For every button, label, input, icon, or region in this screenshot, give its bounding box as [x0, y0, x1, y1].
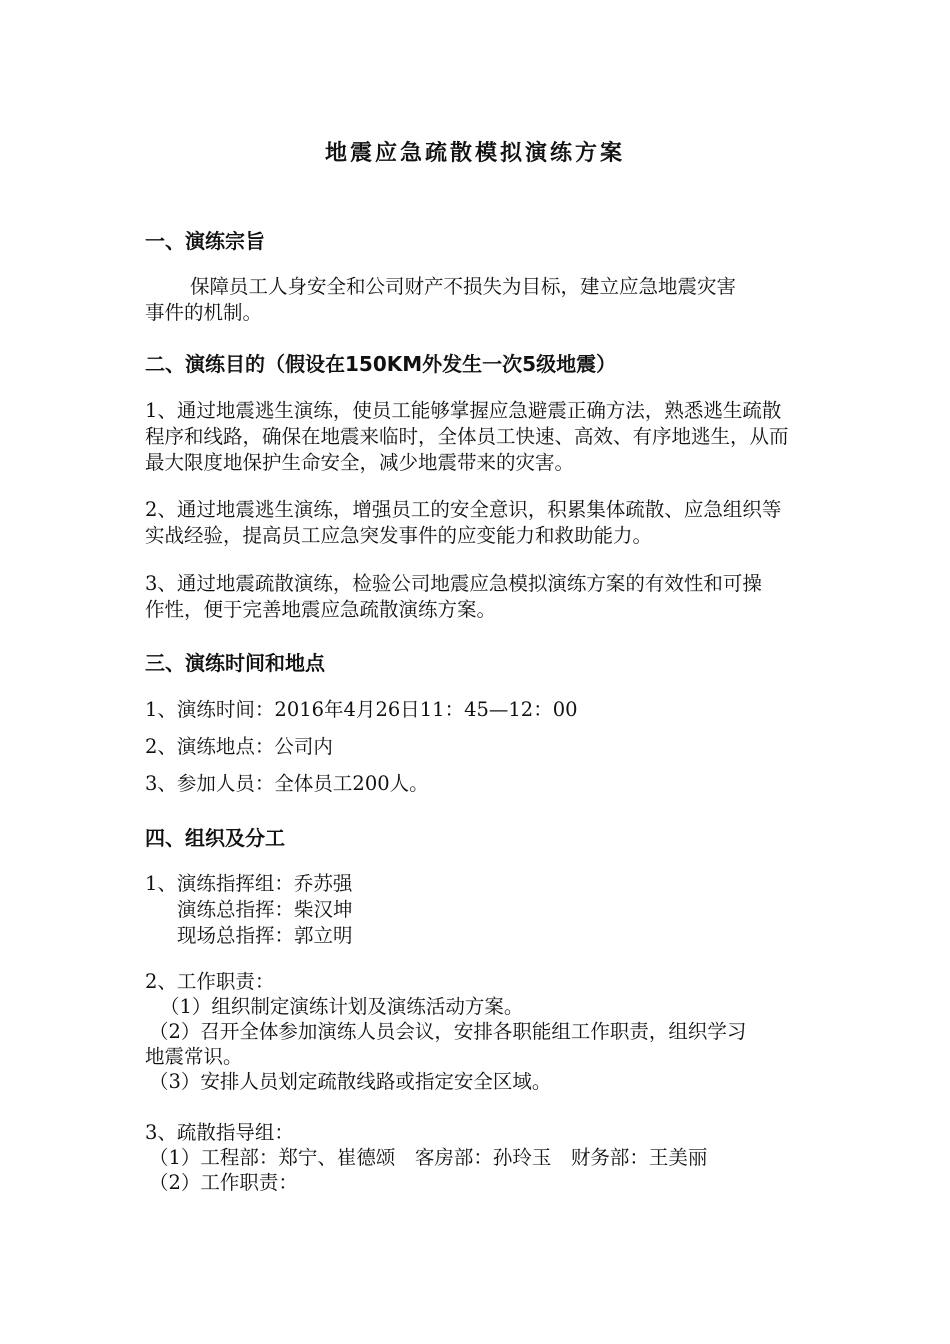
- section-heading-organization: 四、组织及分工: [145, 826, 285, 850]
- section-heading-time-place: 三、演练时间和地点: [145, 651, 325, 675]
- list-item: （2）工作职责：: [149, 1171, 298, 1194]
- paragraph-line: 2、通过地震逃生演练，增强员工的安全意识，积累集体疏散、应急组织等: [145, 498, 782, 521]
- list-item: 地震常识。: [145, 1045, 243, 1068]
- paragraph-line: 1、通过地震逃生演练，使员工能够掌握应急避震正确方法，熟悉逃生疏散: [145, 399, 782, 422]
- list-item: 3、疏散指导组：: [145, 1121, 294, 1144]
- list-item: （2）召开全体参加演练人员会议，安排各职能组工作职责，组织学习: [149, 1020, 747, 1043]
- list-item: 现场总指挥：郭立明: [177, 924, 353, 947]
- paragraph-line: 作性，便于完善地震应急疏散演练方案。: [145, 598, 497, 621]
- list-item: 2、工作职责：: [145, 970, 275, 993]
- list-item: 3、参加人员：全体员工200人。: [145, 772, 429, 795]
- list-item: 1、演练指挥组：乔苏强: [145, 872, 353, 895]
- paragraph-line: 实战经验，提高员工应急突发事件的应变能力和救助能力。: [145, 524, 653, 547]
- paragraph-line: 最大限度地保护生命安全，减少地震带来的灾害。: [145, 451, 575, 474]
- paragraph-line: 3、通过地震疏散演练，检验公司地震应急模拟演练方案的有效性和可操: [145, 572, 762, 595]
- list-item: （1）工程部：郑宁、崔德颂 客房部：孙玲玉 财务部：王美丽: [149, 1146, 708, 1169]
- paragraph-line: 保障员工人身安全和公司财产不损失为目标，建立应急地震灾害: [190, 275, 737, 298]
- list-item: （1）组织制定演练计划及演练活动方案。: [160, 995, 524, 1018]
- list-item: （3）安排人员划定疏散线路或指定安全区域。: [149, 1070, 552, 1093]
- list-item: 1、演练时间：2016年4月26日11：45—12：00: [145, 698, 578, 721]
- section-heading-objectives: 二、演练目的（假设在150KM外发生一次5级地震）: [145, 352, 617, 376]
- paragraph-line: 事件的机制。: [145, 301, 263, 324]
- document-title: 地震应急疏散模拟演练方案: [324, 140, 625, 166]
- section-heading-purpose: 一、演练宗旨: [145, 229, 265, 253]
- paragraph-line: 程序和线路，确保在地震来临时，全体员工快速、高效、有序地逃生，从而: [145, 425, 789, 448]
- list-item: 演练总指挥：柴汉坤: [177, 898, 353, 921]
- list-item: 2、演练地点：公司内: [145, 735, 333, 758]
